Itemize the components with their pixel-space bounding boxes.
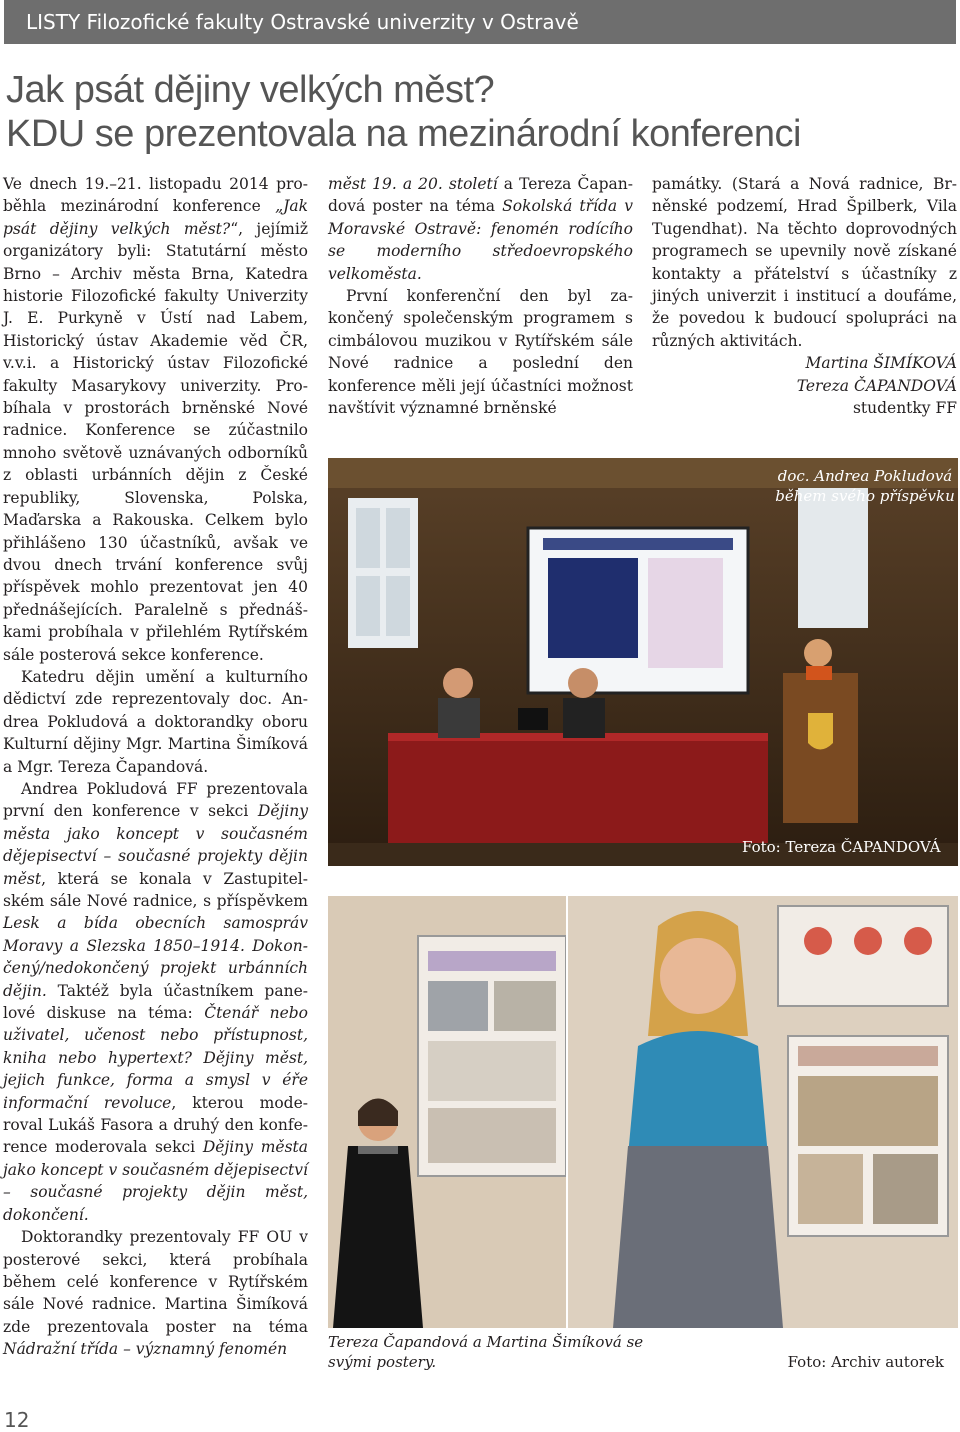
paragraph: Ve dnech 19.–21. listopadu 2014 proběhla mezinárodní konference „Jak psát dějiny velkých měst?“, jejímiž organizátory byli: Statutární město Brno – Archiv města Brna, Katedra historie Filozofické fakulty Univerzity J. E. Purkyně v Ústí nad Labem, Historický ústav Akademie věd ČR, v.v.i. a Historický ústav Filozofické fakulty Masarykovy univerzity. Probíhala v prostorách brněnské Nové radnice. Konference se zúčastnilo mnoho světově uznávaných odborníků z oblasti urbánních dějin z České republiky, Slovenska, Polska, Maďarska a Rakouska. Celkem bylo přihlášeno 130 účastníků, avšak ve dvou dnech trvání konference svůj příspěvek mohlo prezentovat jen 40 přednášejících. Paralelně s přednáškami probíhala v přilehlém Rytířském sále posterová sekce konference. (3, 175, 308, 664)
page-number: 12 (4, 1408, 30, 1432)
conference-hall-photo (328, 458, 958, 866)
author-name-2: Tereza ČAPANDOVÁ (796, 376, 957, 395)
paragraph: památky. (Stará a Nová radnice, Brněnské podzemí, Hrad Špilberk, Vila Tugendhat). Na těchto doprovodných programech se upevnily nově získané kontakty a přátelství s účastníky z jiných univerzit i institucí a doufáme, že povedou k budoucí spolupráci na různých aktivitách. (652, 175, 957, 350)
article-title (6, 68, 956, 156)
photo1-credit: Foto: Tereza ČAPANDOVÁ (742, 838, 941, 856)
journal-banner: LISTY Filozofické fakulty Ostravské univerzity v Ostravě (4, 0, 956, 44)
poster-right-illustration (568, 896, 958, 1328)
article-column-2 (328, 173, 633, 419)
author-role: studentky FF (852, 399, 957, 418)
photo1-caption (772, 466, 958, 506)
conference-hall-illustration (328, 458, 958, 866)
paragraph: První konferenční den byl zakončený společenským programem s cimbálovou muzikou v Rytířském sále Nové radnice a poslední den konference měli její účastníci možnost navštívit významné brněnské (328, 287, 633, 418)
paragraph: Katedru dějin umění a kulturního dědictví zde reprezentovaly doc. Andrea Pokludová a doktorandky oboru Kulturní dějiny Mgr. Martina Šimíková a Mgr. Tereza Čapandová. (3, 667, 308, 776)
poster-left-illustration (328, 896, 566, 1328)
paragraph: Doktorandky prezentovaly FF OU v posterové sekci, která probíhala během celé konference v Rytířském sále Nové radnice. Martina Šimíková zde prezentovala poster na téma Nádražní třída – významný fenomén (3, 1228, 308, 1359)
title-line-2: KDU se prezentovala na mezinárodní konferenci (6, 113, 801, 155)
photo2-credit: Foto: Archiv autorek (787, 1353, 944, 1371)
title-line-1: Jak psát dějiny velkých měst? (6, 69, 495, 111)
poster-photo-right (568, 896, 958, 1328)
article-column-1 (3, 173, 308, 1361)
poster-photo-left (328, 896, 566, 1328)
photo2-caption: Tereza Čapandová a Martina Šimíková se svými postery. (328, 1333, 644, 1371)
paragraph: Andrea Pokludová FF prezentovala první den konference v sekci Dějiny města jako koncept v současném dějepisectví – současné projekty dějin měst, která se konala v Zastupitelském sále Nové radnice, s příspěvkem Lesk a bída obecních samospráv Moravy a Slezska 1850–1914. Dokončený/nedokončený projekt urbánních dějin. Taktéž byla účastníkem panelové diskuse na téma: Čtenář nebo uživatel, učenost nebo přístupnost, kniha nebo hypertext? Dějiny měst, jejich funkce, forma a smysl v éře informační revoluce, kterou moderoval Lukáš Fasora a druhý den konference moderovala sekci Dějiny města jako koncept v současném dějepisectví – současné projekty dějin měst, dokončení. (3, 779, 308, 1224)
author-name-1: Martina ŠIMÍKOVÁ (805, 354, 957, 373)
paragraph: měst 19. a 20. století a Tereza Čapandová poster na téma Sokolská třída v Moravské Ostravě: fenomén rodícího se moderního středoevropského velkoměsta. (328, 175, 633, 283)
photo1-caption-line-1: doc. Andrea Pokludová (777, 467, 953, 485)
author-signature (652, 352, 957, 419)
photo1-caption-line-2: během svého příspěvku (775, 487, 955, 505)
article-column-3 (652, 173, 957, 419)
